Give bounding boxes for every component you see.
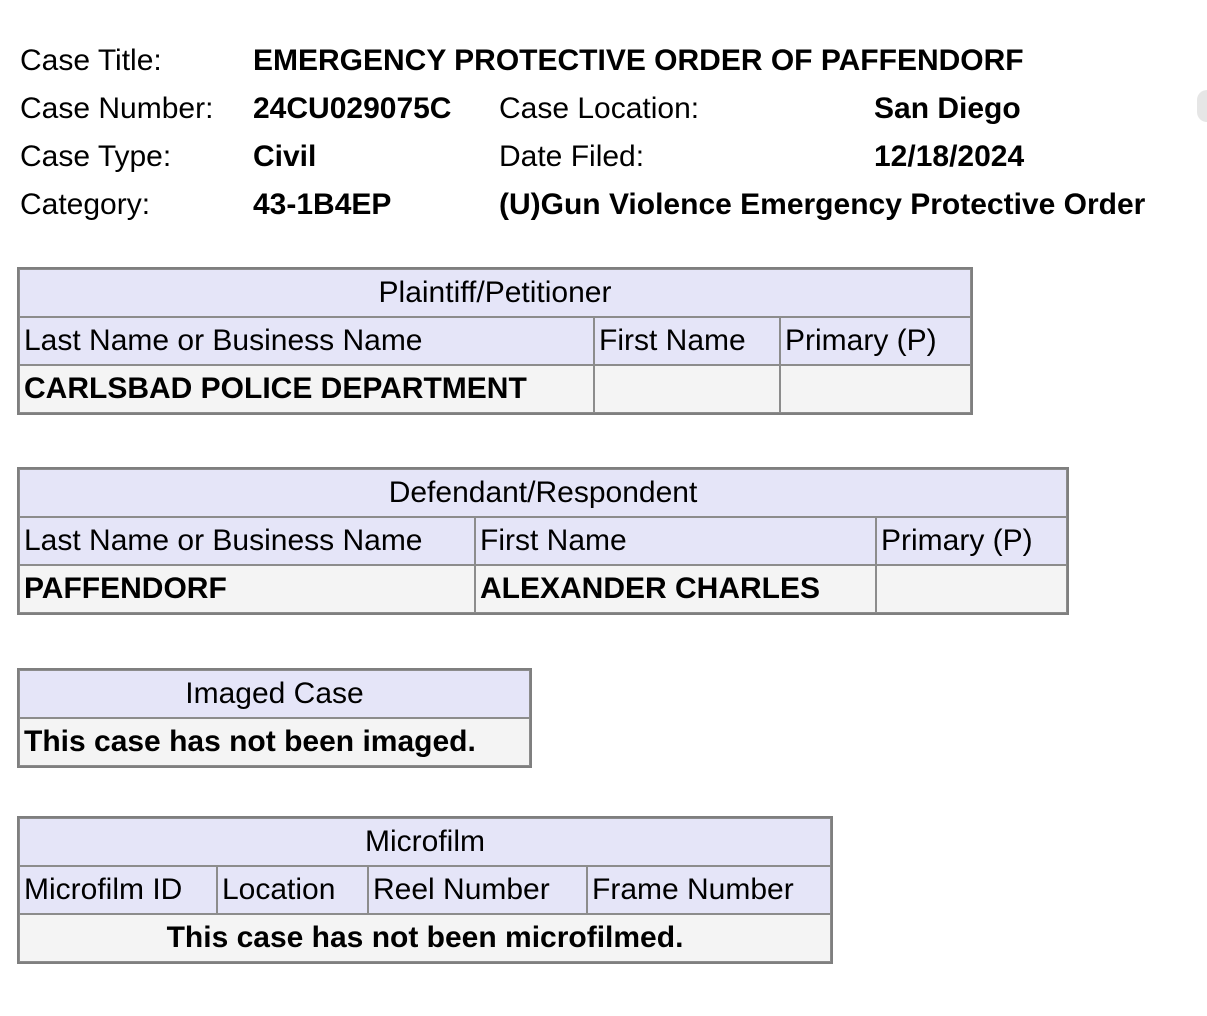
category-row [20, 181, 1145, 229]
plaintiff-col-first-name: First Name [594, 317, 780, 365]
date-filed-label: Date Filed: [499, 140, 645, 173]
plaintiff-col-last-name: Last Name or Business Name [19, 317, 594, 365]
case-number-value: 24CU029075C [253, 92, 452, 125]
case-location-label: Case Location: [499, 92, 700, 125]
case-type-row [20, 133, 1145, 181]
case-type-label: Case Type: [20, 140, 172, 173]
case-number-label: Case Number: [20, 92, 214, 125]
plaintiff-heading: Plaintiff/Petitioner [19, 269, 971, 317]
scroll-handle[interactable] [1197, 90, 1207, 122]
category-label: Category: [20, 188, 151, 221]
defendant-heading: Defendant/Respondent [19, 469, 1067, 517]
plaintiff-first-name [594, 365, 780, 413]
imaged-case-message: This case has not been imaged. [19, 718, 530, 766]
defendant-table [17, 467, 1069, 615]
defendant-col-last-name: Last Name or Business Name [19, 517, 475, 565]
category-description: (U)Gun Violence Emergency Protective Order [499, 188, 1146, 221]
defendant-col-first-name: First Name [475, 517, 876, 565]
defendant-primary [876, 565, 1067, 613]
microfilm-table [17, 816, 833, 964]
microfilm-col-id: Microfilm ID [19, 866, 217, 914]
case-title-label: Case Title: [20, 44, 162, 77]
plaintiff-last-name: CARLSBAD POLICE DEPARTMENT [19, 365, 594, 413]
table-row [19, 365, 971, 413]
microfilm-col-location: Location [217, 866, 368, 914]
case-type-value: Civil [253, 140, 317, 173]
microfilm-heading: Microfilm [19, 818, 831, 866]
microfilm-message: This case has not been microfilmed. [19, 914, 831, 962]
case-number-row [20, 85, 1145, 133]
case-location-value: San Diego [874, 92, 1021, 125]
defendant-first-name: ALEXANDER CHARLES [475, 565, 876, 613]
table-row [19, 565, 1067, 613]
category-value: 43-1B4EP [253, 188, 392, 221]
plaintiff-primary [780, 365, 971, 413]
microfilm-col-frame-number: Frame Number [587, 866, 831, 914]
case-title-value: EMERGENCY PROTECTIVE ORDER OF PAFFENDORF [253, 44, 1024, 77]
date-filed-value: 12/18/2024 [874, 140, 1025, 173]
plaintiff-col-primary: Primary (P) [780, 317, 971, 365]
defendant-last-name: PAFFENDORF [19, 565, 475, 613]
imaged-case-heading: Imaged Case [19, 670, 530, 718]
plaintiff-table [17, 267, 973, 415]
case-info-table [20, 37, 1145, 229]
microfilm-col-reel-number: Reel Number [368, 866, 587, 914]
defendant-col-primary: Primary (P) [876, 517, 1067, 565]
imaged-case-table [17, 668, 532, 768]
case-title-row [20, 37, 1145, 85]
